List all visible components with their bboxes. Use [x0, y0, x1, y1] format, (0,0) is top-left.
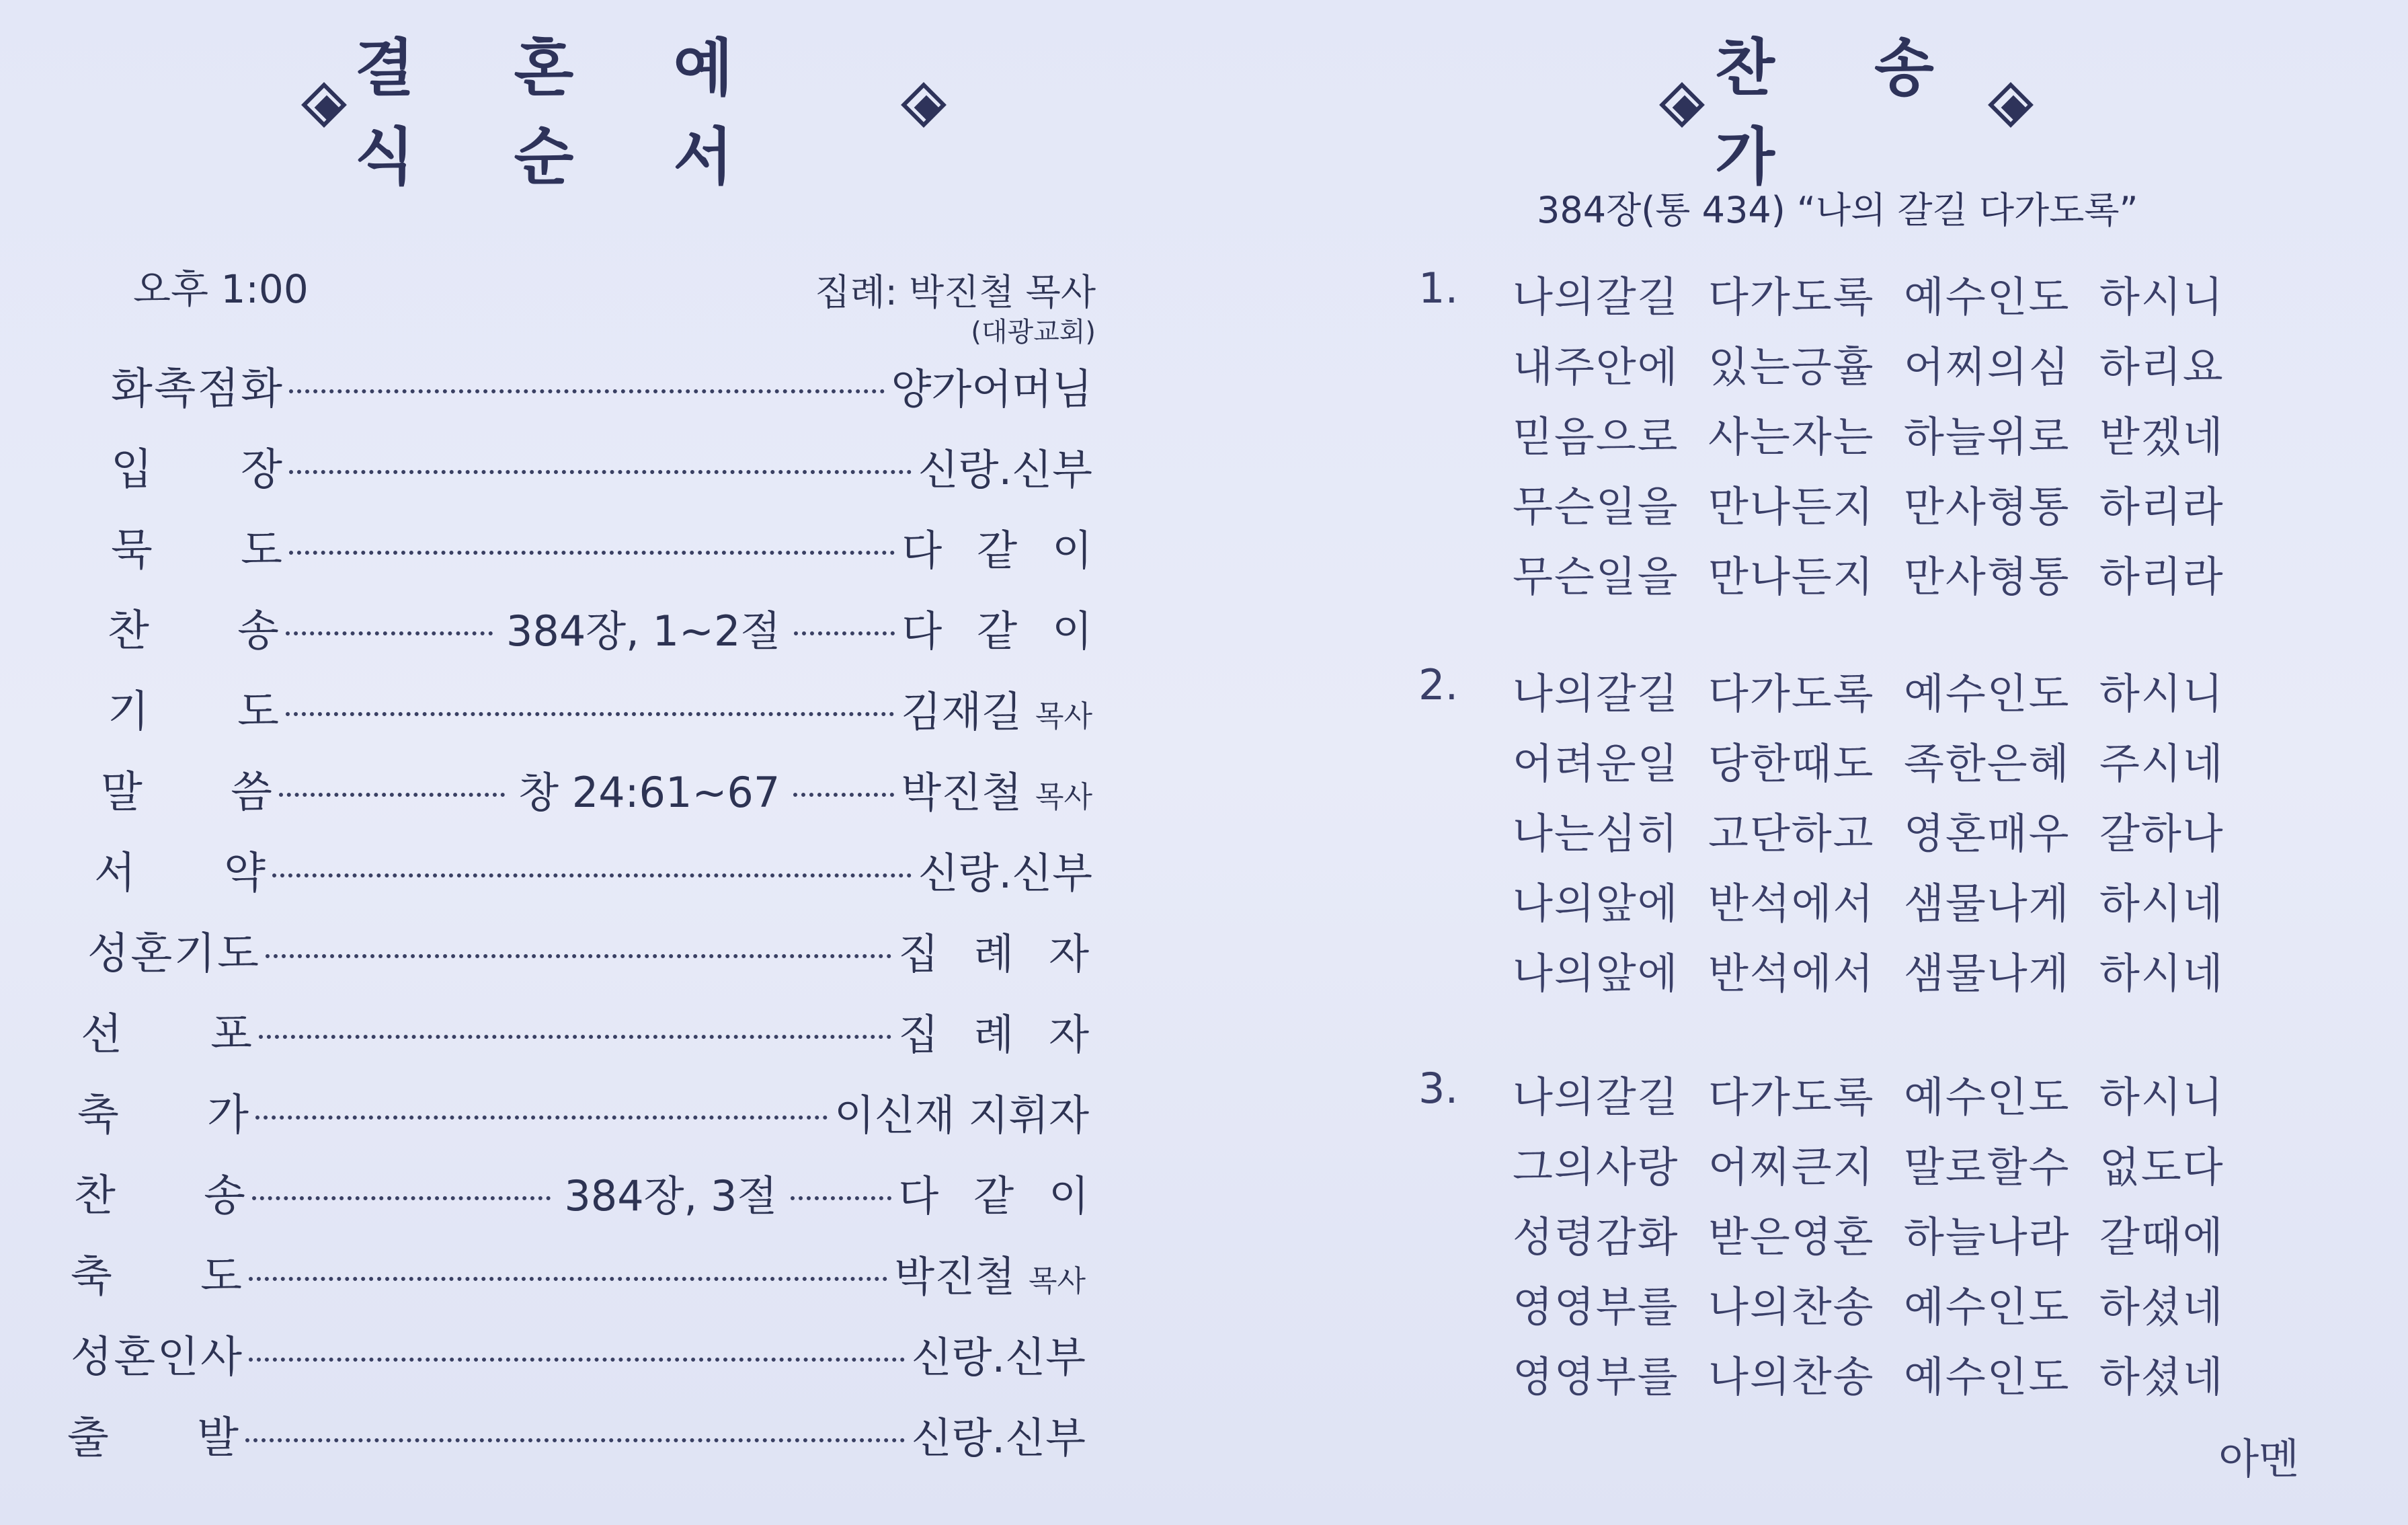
program-item-label	[71, 1242, 242, 1304]
program-item-person-title: 목사	[1035, 779, 1092, 814]
program-item-person-name: 다같이	[901, 606, 1127, 656]
program-item-person	[912, 1324, 1086, 1384]
program-item-person-name: 박진철	[894, 1251, 1015, 1301]
program-item-label	[108, 596, 279, 658]
program-item-person-name: 신랑.신부	[918, 848, 1092, 898]
program-row	[0, 594, 1156, 661]
diamond-ornament-icon	[1992, 86, 2021, 129]
program-item-person-name: 집례자	[898, 1009, 1124, 1059]
verse-number: 3.	[1418, 1064, 1459, 1113]
program-item-person-name: 집례자	[898, 929, 1124, 978]
dotted-leader	[252, 1196, 551, 1200]
program-item-label-char: 축	[71, 1252, 112, 1302]
program-item-label-char: 묵	[111, 526, 153, 576]
program-item-label-char: 도	[200, 1252, 242, 1302]
program-item-person	[901, 517, 1127, 577]
hymn-verse	[1418, 1064, 2224, 1413]
hymn-heading	[1640, 32, 2044, 193]
program-item-label	[101, 758, 272, 820]
program-row	[0, 352, 1156, 419]
program-item-label	[77, 1081, 249, 1142]
diamond-ornament-icon	[305, 86, 332, 129]
program-item-person-name: 신랑.신부	[918, 444, 1092, 494]
program-row	[0, 1401, 1156, 1468]
dotted-leader	[286, 712, 894, 716]
program-item-person	[901, 598, 1127, 658]
program-item-label	[87, 919, 259, 981]
program-item-person	[912, 1405, 1086, 1464]
program-item-person-name: 신랑.신부	[911, 1332, 1086, 1382]
dotted-leader	[794, 631, 895, 635]
verse-line: 무슨일을 만나든지 만사형통 하리라	[1513, 552, 2224, 601]
hymn-verse	[1418, 660, 2224, 1010]
program-item-label-char: 성	[71, 1333, 112, 1382]
program-item-label-char: 혼	[130, 929, 173, 979]
program-item-label	[71, 1323, 242, 1384]
program-row	[0, 997, 1156, 1064]
program-item-person	[901, 678, 1092, 738]
program-row	[0, 1320, 1156, 1387]
program-item-person-name: 이신재 지휘자	[834, 1090, 1089, 1140]
dotted-leader	[279, 793, 505, 797]
program-item-label-char: 씀	[231, 768, 272, 818]
program-item-label-char: 기	[108, 687, 149, 737]
wedding-program-panel	[0, 0, 1156, 1525]
program-item-label	[74, 1161, 245, 1223]
verse-line: 나의갈길 다가도록 예수인도 하시니	[1513, 669, 2224, 718]
program-row	[0, 432, 1156, 500]
verse-line: 성령감화 받은영혼 하늘나라 갈때에	[1513, 1212, 2224, 1261]
dotted-leader	[289, 470, 912, 474]
verse-line: 나의앞에 반석에서 샘물나게 하시네	[1513, 879, 2224, 928]
program-title: 결 혼 예 식 순 서	[354, 32, 772, 193]
program-item-person	[898, 921, 1124, 980]
verse-line: 그의사랑 어찌큰지 말로할수 없도다	[1513, 1142, 2224, 1191]
program-item-label-char: 송	[204, 1171, 245, 1221]
program-item-label-char: 성	[87, 929, 129, 979]
dotted-leader	[249, 1358, 905, 1362]
program-item-person-name: 양가어머님	[891, 364, 1092, 414]
program-row	[0, 1239, 1156, 1306]
verse-line: 믿음으로 사는자는 하늘위로 받겠네	[1513, 412, 2224, 461]
program-item-label	[67, 1403, 239, 1465]
program-item-label-char: 화	[241, 364, 282, 414]
program-item-label-char: 찬	[74, 1171, 116, 1221]
program-item-detail: 창 24:61~67	[518, 767, 780, 817]
program-row	[0, 513, 1156, 580]
program-item-label-char: 가	[207, 1091, 249, 1140]
program-item-label	[111, 354, 282, 416]
officiant-church: (대광교회)	[971, 317, 1096, 348]
verse-line: 나의앞에 반석에서 샘물나게 하시네	[1513, 949, 2224, 998]
program-item-label-char: 포	[210, 1010, 252, 1060]
program-item-label-char: 혼	[114, 1333, 156, 1382]
dotted-leader	[266, 954, 891, 958]
program-item-label	[111, 435, 282, 497]
program-item-label	[111, 516, 282, 578]
program-item-label-char: 도	[217, 929, 259, 979]
program-row	[0, 755, 1156, 822]
verse-line: 나의갈길 다가도록 예수인도 하시니	[1513, 272, 2224, 321]
program-item-label-char: 사	[200, 1333, 242, 1382]
program-item-label-char: 입	[111, 445, 153, 495]
program-item-person-name: 다같이	[898, 1171, 1124, 1220]
program-item-person	[891, 356, 1092, 416]
program-item-label-char: 기	[173, 929, 216, 979]
program-item-label-char: 서	[94, 849, 136, 898]
verse-line: 내주안에 있는긍휼 어찌의심 하리요	[1513, 342, 2224, 391]
program-item-person-name: 다같이	[901, 525, 1127, 575]
program-row	[0, 674, 1156, 742]
dotted-leader	[249, 1277, 887, 1281]
officiant: 집례: 박진철 목사	[815, 271, 1096, 313]
program-item-label	[94, 838, 266, 900]
program-item-label-char: 도	[237, 687, 279, 737]
program-item-person-title: 목사	[1028, 1263, 1086, 1298]
program-item-person-title: 목사	[1035, 699, 1092, 734]
program-item-label-char: 인	[157, 1333, 199, 1382]
dotted-leader	[286, 631, 493, 635]
program-item-label-char: 찬	[108, 607, 149, 656]
verse-number: 1.	[1418, 264, 1459, 313]
program-item-person-name: 박진철	[901, 767, 1022, 817]
program-row	[0, 836, 1156, 903]
verse-number: 2.	[1418, 660, 1459, 709]
program-heading	[282, 32, 955, 193]
hymn-panel	[1318, 0, 2380, 1525]
program-item-person-name: 신랑.신부	[911, 1413, 1086, 1462]
amen: 아멘	[2218, 1434, 2299, 1483]
dotted-leader	[289, 551, 895, 555]
dotted-leader	[255, 1116, 828, 1120]
program-row	[0, 1159, 1156, 1226]
verse-line: 영영부를 나의찬송 예수인도 하셨네	[1513, 1282, 2224, 1331]
program-item-person-name: 김재길	[901, 687, 1022, 736]
program-item-person	[901, 759, 1092, 819]
verse-line: 무슨일을 만나든지 만사형통 하리라	[1513, 482, 2224, 531]
program-item-person	[894, 1243, 1086, 1303]
dotted-leader	[791, 1196, 891, 1200]
diamond-ornament-icon	[1663, 86, 1692, 129]
verse-line: 어려운일 당한때도 족한은혜 주시네	[1513, 739, 2224, 788]
verse-line: 나는심히 고단하고 영혼매우 갈하나	[1513, 809, 2224, 858]
program-item-label-char: 출	[67, 1413, 109, 1463]
program-item-label	[81, 1000, 252, 1062]
program-item-label-char: 선	[81, 1010, 122, 1060]
program-item-label-char: 송	[237, 607, 279, 656]
program-item-label-char: 축	[77, 1091, 119, 1140]
program-row	[0, 916, 1156, 984]
program-item-label-char: 발	[197, 1413, 239, 1463]
dotted-leader	[793, 793, 894, 797]
hymn-verse	[1418, 264, 2224, 613]
ceremony-time: 오후 1:00	[133, 266, 309, 312]
program-item-person	[834, 1082, 1089, 1142]
program-item-person	[898, 1163, 1124, 1222]
dotted-leader	[272, 873, 912, 877]
program-item-label-char: 촉	[154, 364, 196, 414]
dotted-leader	[289, 389, 885, 393]
program-item-label-char: 말	[101, 768, 143, 818]
hymn-title: 찬 송 가	[1715, 32, 1973, 193]
program-item-person	[918, 840, 1092, 900]
program-item-label-char: 도	[241, 526, 282, 576]
verse-line: 나의갈길 다가도록 예수인도 하시니	[1513, 1072, 2224, 1122]
dotted-leader	[259, 1035, 891, 1039]
diamond-ornament-icon	[905, 86, 932, 129]
program-item-label-char: 장	[241, 445, 282, 495]
program-item-label-char: 화	[111, 364, 153, 414]
program-item-label-char: 약	[224, 849, 266, 898]
program-item-label-char: 점	[197, 364, 239, 414]
program-item-label	[108, 677, 279, 739]
dotted-leader	[245, 1438, 905, 1442]
program-item-detail: 384장, 3절	[564, 1171, 778, 1220]
program-item-person	[898, 1001, 1124, 1061]
program-item-person	[918, 436, 1092, 496]
hymn-reference: 384장(통 434) “나의 갈길 다가도록”	[1537, 189, 2138, 231]
program-item-detail: 384장, 1~2절	[506, 606, 781, 656]
program-row	[0, 1078, 1156, 1145]
verse-line: 영영부를 나의찬송 예수인도 하셨네	[1513, 1352, 2224, 1401]
